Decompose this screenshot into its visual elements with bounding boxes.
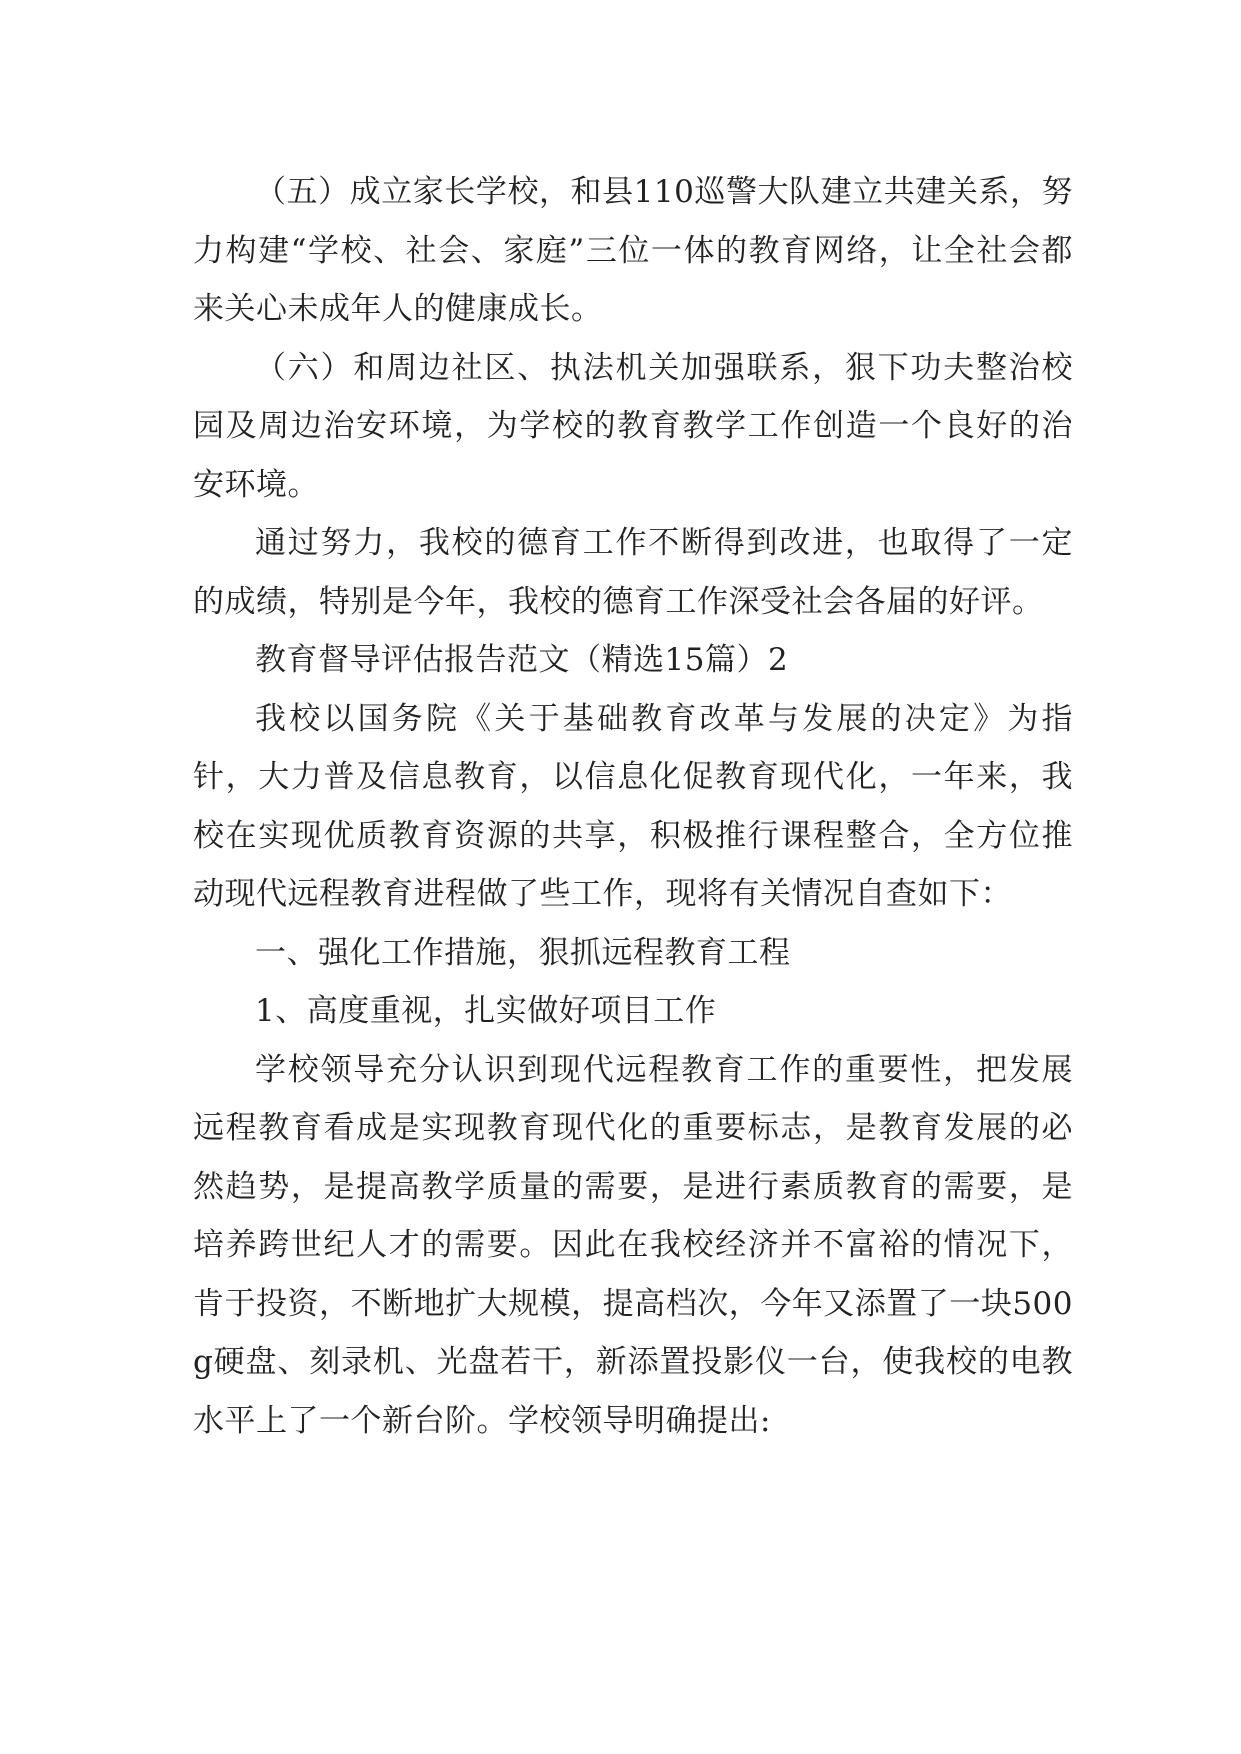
paragraph-section-six: （六）和周边社区、执法机关加强联系，狠下功夫整治校园及周边治安环境，为学校的教育教学工作创造一个良好的治安环境。 <box>193 349 1073 503</box>
paragraph-section-five: （五）成立家长学校，和县110巡警大队建立共建关系，努力构建“学校、社会、家庭”三位一体的教育网络，让全社会都来关心未成年人的健康成长。 <box>193 174 1073 327</box>
subsection-heading-one: 1、高度重视，扎实做好项目工作 <box>255 993 717 1029</box>
article-heading: 教育督导评估报告范文（精选15篇）2 <box>255 642 789 678</box>
paragraph-summary: 通过努力，我校的德育工作不断得到改进，也取得了一定的成绩，特别是今年，我校的德育工作深受社会各届的好评。 <box>193 525 1073 620</box>
section-heading-one: 一、强化工作措施，狠抓远程教育工程 <box>255 934 791 971</box>
paragraph-leadership: 学校领导充分认识到现代远程教育工作的重要性，把发展远程教育看成是实现教育现代化的重要标志，是教育发展的必然趋势，是提高教学质量的需要，是进行素质教育的需要，是培养跨世纪人才的需要。因此在我校经济并不富裕的情况下，肯于投资，不断地扩大规模，提高档次，今年又添置了一块500g硬盘、刻录机、光盘若干，新添置投影仪一台，使我校的电教水平上了一个新台阶。学校领导明确提出: <box>193 1051 1073 1439</box>
paragraph-intro: 我校以国务院《关于基础教育改革与发展的决定》为指针，大力普及信息教育，以信息化促教育现代化，一年来，我校在实现优质教育资源的共享，积极推行课程整合，全方位推动现代远程教育进程做了些工作，现将有关情况自查如下： <box>193 700 1073 912</box>
document-body <box>193 163 1073 1450</box>
